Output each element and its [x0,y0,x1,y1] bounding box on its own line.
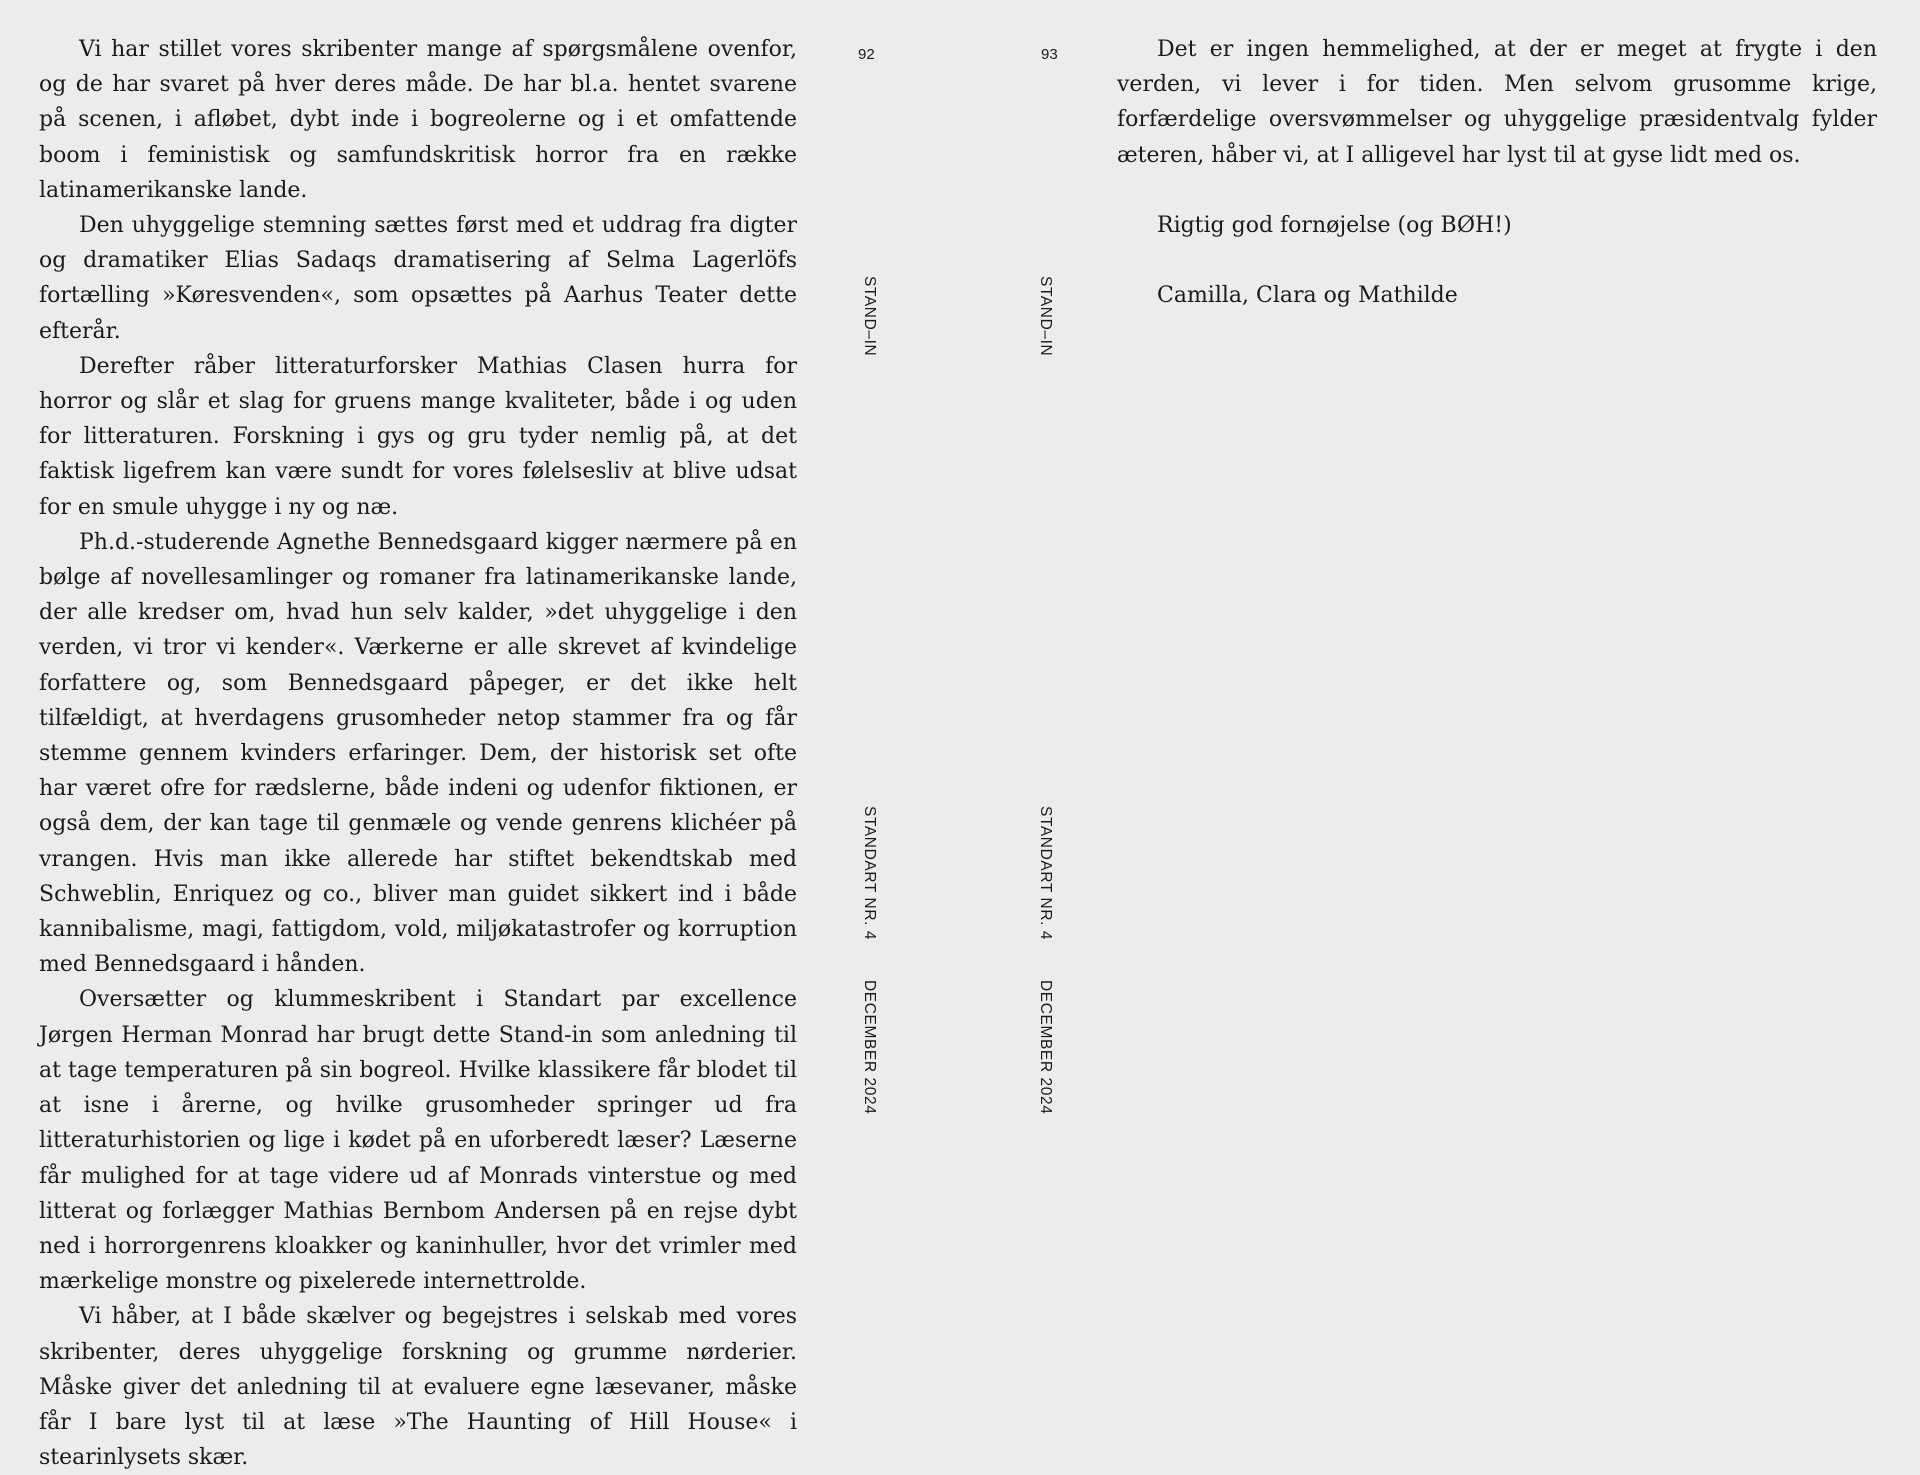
body-paragraph: Vi har stillet vores skribenter mange af spørgsmålene ovenfor, og de har svaret på hver deres måde. De har bl.a. hentet svarene på scenen, i afløbet, dybt inde i bogreolerne og i et omfattende boom i feministisk og samfundskritisk horror fra en række latinamerikanske lande. [39,37,797,203]
running-head-date-right: DECEMBER 2024 [1037,980,1054,1115]
body-paragraph: Vi håber, at I både skælver og begejstres i selskab med vores skribenter, deres uhyggelige forskning og grumme nørderier. Måske giver det anledning til at evaluere egne læsevaner, måske får I bare lyst til at læse »The Haunting of Hill House« i stearinlysets skær. [39,1304,797,1471]
page-number-left: 92 [858,46,875,63]
running-head-magazine-left: STANDART NR. 4 [861,806,878,941]
left-page-body [39,32,797,1475]
body-paragraph: Derefter råber litteraturforsker Mathias Clasen hurra for horror og slår et slag for gruens mange kvaliteter, både i og uden for litteraturen. Forskning i gys og gru tyder nemlig på, at det faktisk ligefrem kan være sundt for vores følelsesliv at blive udsat for en smule uhygge i ny og næ. [39,353,797,520]
body-paragraph: Den uhyggelige stemning sættes først med et uddrag fra digter og dramatiker Elias Sadaqs dramatisering af Selma Lagerlöfs fortælling »Køresvenden«, som opsættes på Aarhus Teater dette efterår. [39,213,797,344]
running-head-date-left: DECEMBER 2024 [861,980,878,1115]
greeting: Rigtig god fornøjelse (og BØH!) [1157,212,1512,238]
body-paragraph: Ph.d.-studerende Agnethe Bennedsgaard kigger nærmere på en bølge af novellesamlinger og romaner fra latinamerikanske lande, der alle kredser om, hvad hun selv kalder, »det uhyggelige i den verden, vi tror vi kender«. Værkerne er alle skrevet af kvindelige forfattere og, som Bennedsgaard påpeger, er det ikke helt tilfældigt, at hverdagens grusomheder netop stammer fra og får stemme gennem kvinders erfaringer. Dem, der historisk set ofte har været ofre for rædslerne, både indeni og udenfor fiktionen, er også dem, der kan tage til genmæle og vende genrens klichéer på vrangen. Hvis man ikke allerede har stiftet bekendtskab med Schweblin, Enriquez og co., bliver man guidet sikkert ind i både kannibalisme, magi, fattigdom, vold, miljøkatastrofer og korruption med Bennedsgaard i hånden. [39,529,797,978]
signature: Camilla, Clara og Mathilde [1157,283,1458,309]
running-head-section-right: STAND–IN [1037,276,1054,357]
running-head-section-left: STAND–IN [861,276,878,357]
right-page-body [1117,32,1877,313]
body-paragraph: Det er ingen hemmelighed, at der er meget at frygte i den verden, vi lever i for tiden. Men selvom grusomme krige, forfærdelige oversvømmelser og uhyggelige præsidentvalg fylder æteren, håber vi, at I alligevel har lyst til at gyse lidt med os. [1117,37,1877,168]
page-number-right: 93 [1041,46,1058,63]
body-paragraph: Oversætter og klummeskribent i Standart par excellence Jørgen Herman Monrad har brugt dette Stand-in som anledning til at tage temperaturen på sin bogreol. Hvilke klassikere får blodet til at isne i årerne, og hvilke grusomheder springer ud fra litteraturhistorien og lige i kødet på en uforberedt læser? Læserne får mulighed for at tage videre ud af Monrads vinterstue og med litterat og forlægger Mathias Bernbom Andersen på en rejse dybt ned i horrorgenrens kloakker og kaninhuller, hvor det vrimler med mærkelige monstre og pixelerede internettrolde. [39,987,797,1295]
running-head-magazine-right: STANDART NR. 4 [1037,806,1054,941]
